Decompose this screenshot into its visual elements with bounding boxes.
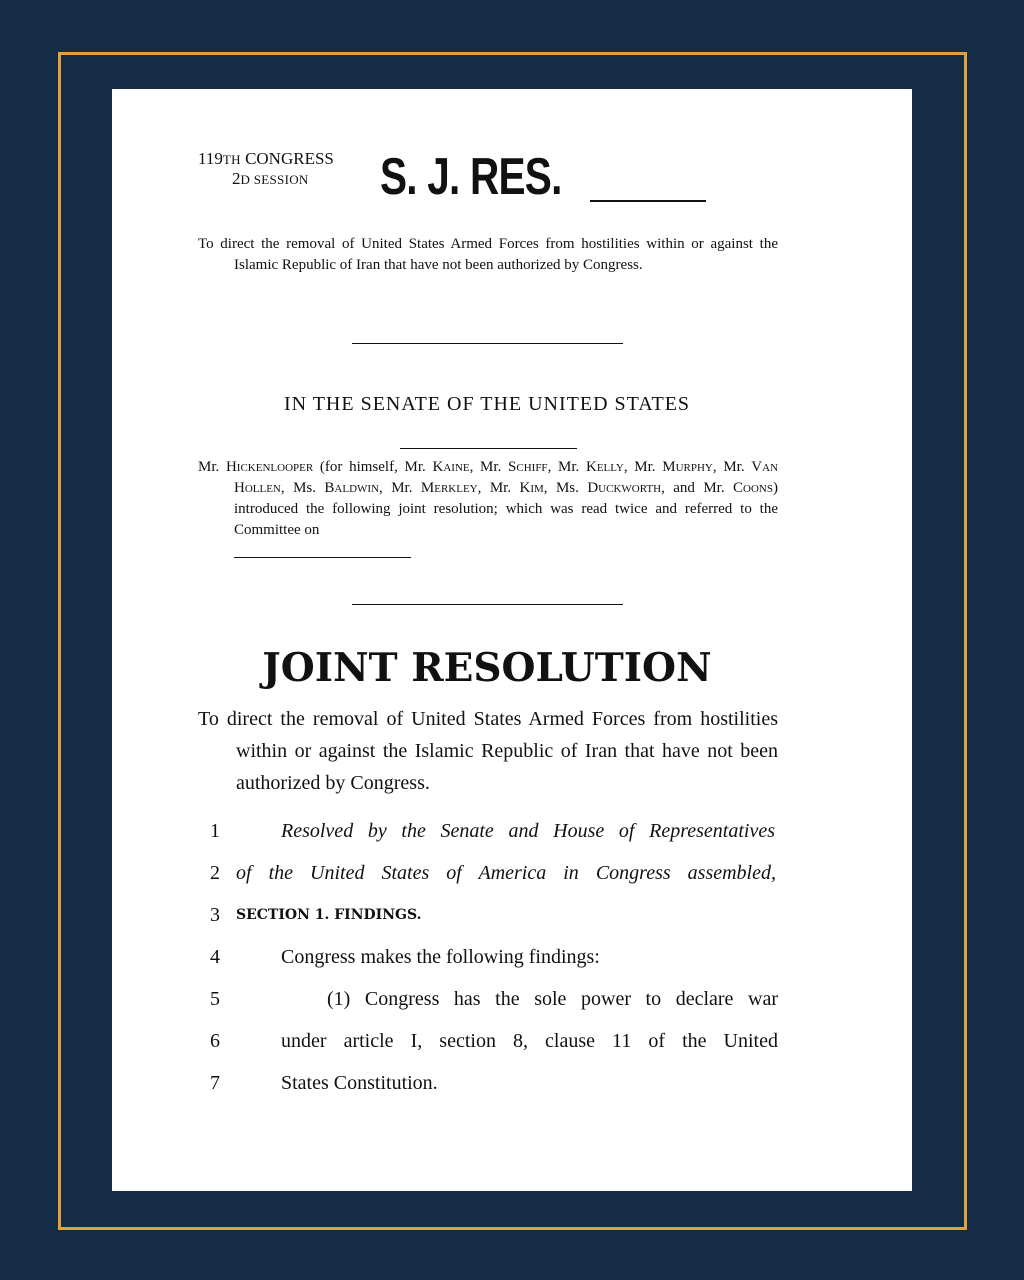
session-num: 2 [232, 169, 241, 188]
line-text: Resolved by the Senate and House of Representatives [281, 820, 775, 842]
line-number: 7 [210, 1072, 220, 1094]
bill-number-blank [590, 200, 706, 202]
line-number: 1 [210, 820, 220, 842]
divider-rule-short [400, 448, 577, 449]
chamber-heading: IN THE SENATE OF THE UNITED STATES [283, 393, 691, 415]
congress-suffix: TH [222, 152, 241, 167]
line-number: 6 [210, 1030, 220, 1052]
numbered-line [112, 1067, 912, 1099]
numbered-line [112, 857, 912, 889]
line-text: (1) Congress has the sole power to declare war [327, 988, 778, 1010]
session-label: SESSION [250, 172, 309, 187]
purpose-long: To direct the removal of United States Armed Forces from hostilities within or against the Islamic Republic of Iran that have not been authorized by Congress. [198, 708, 778, 794]
sponsor-name: Baldwin [324, 480, 380, 496]
line-text: of the United States of America in Congress assembled, [236, 862, 776, 884]
sponsor-name: Hickenlooper [225, 459, 314, 475]
purpose-short: To direct the removal of United States Armed Forces from hostilities within or against the Islamic Republic of Iran that have not been authorized by Congress. [198, 236, 778, 273]
numbered-line [112, 941, 912, 973]
document-title: JOINT RESOLUTION [262, 645, 712, 691]
numbered-line [112, 899, 912, 931]
sponsor-name: Coons [733, 480, 773, 496]
sponsor-name: Murphy [662, 459, 713, 475]
session-number [232, 169, 309, 189]
line-text: under article I, section 8, clause 11 of the United [281, 1030, 778, 1052]
session-suffix: D [240, 172, 251, 187]
sponsor-text: , Ms. [543, 480, 588, 496]
line-number: 5 [210, 988, 220, 1010]
congress-label: CONGRESS [240, 149, 334, 168]
sponsor-name: Kelly [585, 459, 624, 475]
sponsor-text: , Mr. [547, 459, 586, 475]
sponsors-paragraph [198, 457, 778, 541]
numbered-line [112, 983, 912, 1015]
section-heading: SECTION 1. FINDINGS. [236, 907, 422, 923]
line-number: 3 [210, 904, 220, 926]
sponsor-name: Kaine [432, 459, 470, 475]
line-text: States Constitution. [281, 1072, 438, 1094]
sponsor-name: Kim [519, 480, 544, 496]
congress-number [198, 149, 334, 169]
sponsor-text: ) introduced the following joint resolution; which was read twice and referred to the Committee on [234, 480, 778, 538]
line-text: Congress makes the following findings: [281, 946, 600, 968]
document-page [112, 89, 912, 1191]
divider-rule [352, 343, 623, 344]
congress-num: 119 [198, 149, 223, 168]
committee-blank [234, 557, 411, 558]
sponsor-text: , Mr. [469, 459, 509, 475]
sponsor-text: Mr. [198, 459, 226, 475]
sponsor-text: , Mr. [379, 480, 421, 496]
line-number: 2 [210, 862, 220, 884]
sponsor-text: , Ms. [280, 480, 325, 496]
divider-rule [352, 604, 623, 605]
sponsor-name: Van Hollen [234, 459, 779, 496]
sponsor-text: , Mr. [712, 459, 752, 475]
numbered-line [112, 815, 912, 847]
sponsor-name: Duckworth [587, 480, 662, 496]
sponsor-text: (for himself, Mr. [313, 459, 433, 475]
sponsor-text: , Mr. [477, 480, 520, 496]
sponsor-text: , and Mr. [661, 480, 734, 496]
sponsor-name: Merkley [420, 480, 478, 496]
sponsor-name: Schiff [508, 459, 548, 475]
bill-type: S. J. RES. [380, 148, 562, 206]
sponsor-text: , Mr. [623, 459, 663, 475]
numbered-line [112, 1025, 912, 1057]
line-number: 4 [210, 946, 220, 968]
